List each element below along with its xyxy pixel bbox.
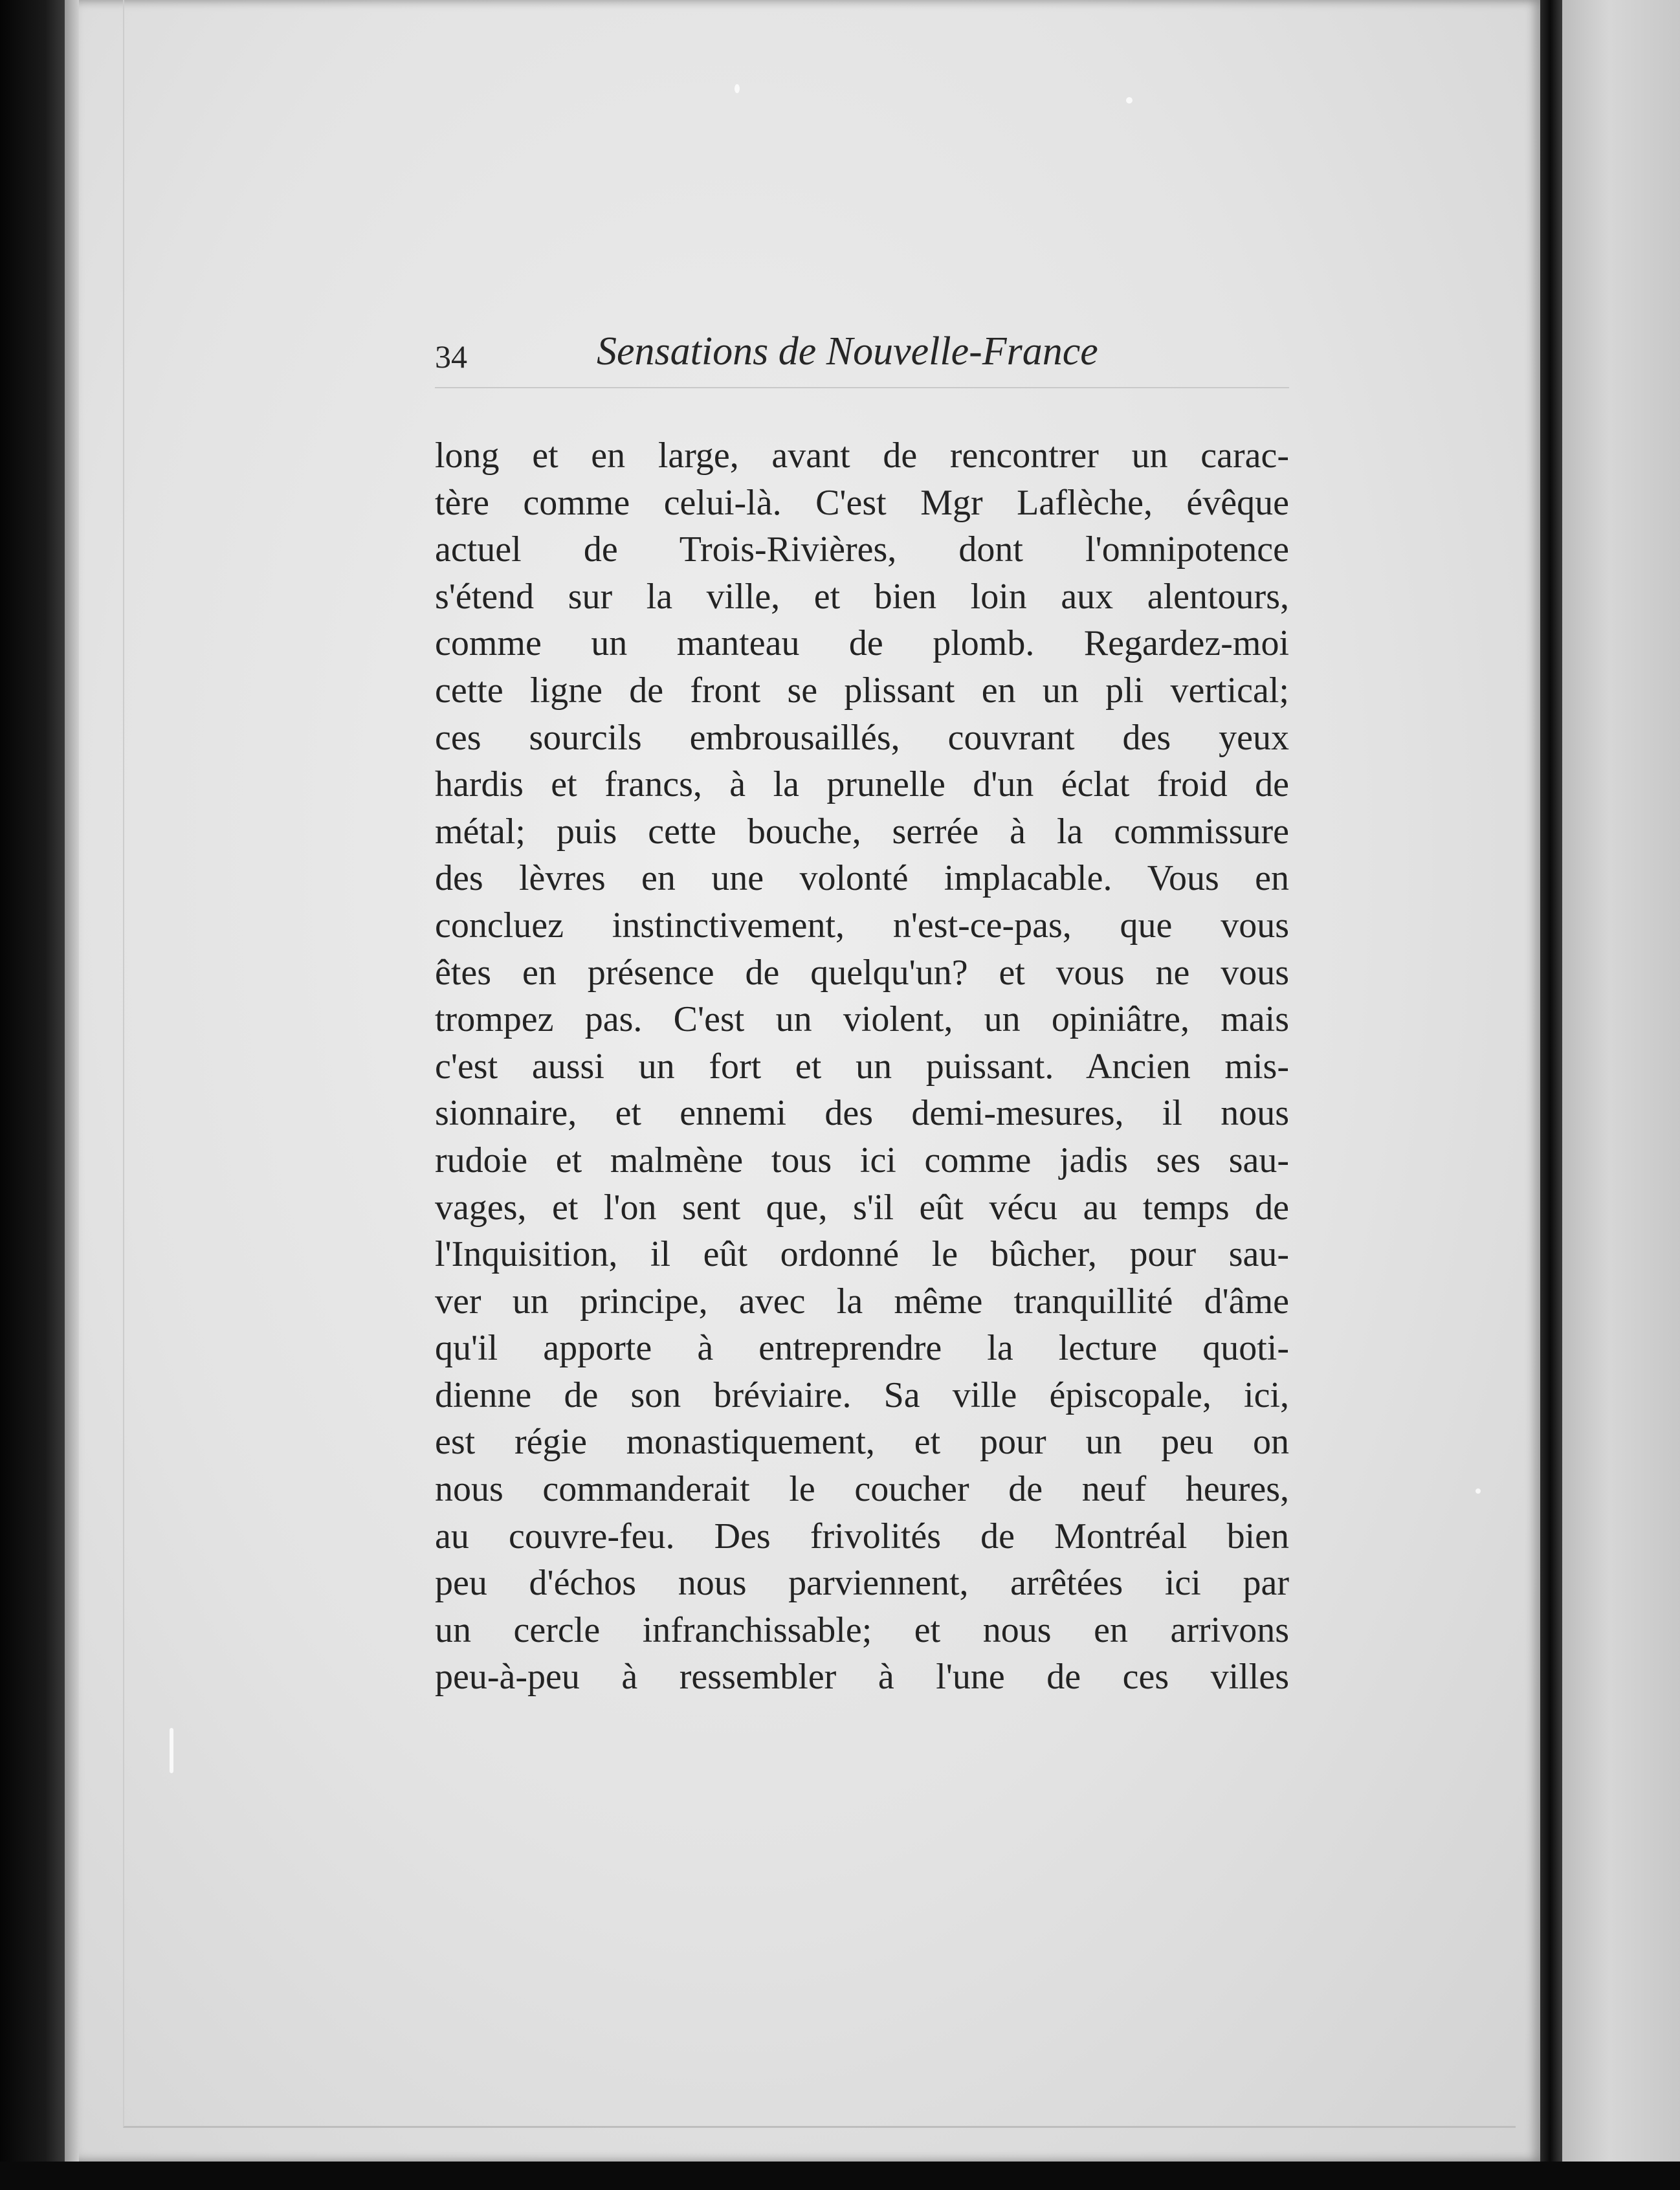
dust-speck	[1126, 97, 1133, 104]
dust-speck	[735, 84, 740, 93]
text-line: tère comme celui-là. C'est Mgr Laflèche, évêque	[435, 482, 1289, 523]
text-line: cette ligne de front se plissant en un pli vertical;	[435, 670, 1289, 711]
text-line: c'est aussi un fort et un puissant. Ancien mis-	[435, 1046, 1289, 1087]
text-line: comme un manteau de plomb. Regardez-moi	[435, 623, 1289, 664]
book-spine	[1540, 0, 1562, 2190]
text-line: hardis et francs, à la prunelle d'un éclat froid de	[435, 764, 1289, 805]
text-line: l'Inquisition, il eût ordonné le bûcher, pour sau-	[435, 1234, 1289, 1275]
page-number: 34	[435, 338, 467, 375]
page-edge	[65, 0, 79, 2162]
text-line: un cercle infranchissable; et nous en arrivons	[435, 1609, 1289, 1650]
text-line: s'étend sur la ville, et bien loin aux alentours,	[435, 576, 1289, 617]
text-line: vages, et l'on sent que, s'il eût vécu au temps de	[435, 1187, 1289, 1228]
page-header	[435, 329, 1289, 388]
text-line: peu d'échos nous parviennent, arrêtées ici par	[435, 1563, 1289, 1604]
text-line: concluez instinctivement, n'est-ce-pas, que vous	[435, 905, 1289, 946]
bottom-scan-margin	[0, 2162, 1680, 2190]
text-line: est régie monastiquement, et pour un peu on	[435, 1422, 1289, 1463]
running-title: Sensations de Nouvelle-France	[597, 329, 1098, 373]
left-scan-margin	[0, 0, 65, 2190]
text-line: dienne de son bréviaire. Sa ville épiscopale, ici,	[435, 1375, 1289, 1415]
text-line: ces sourcils embrousaillés, couvrant des yeux	[435, 717, 1289, 758]
text-line: qu'il apporte à entreprendre la lecture quoti-	[435, 1328, 1289, 1369]
scratch-mark	[170, 1728, 173, 1773]
text-line: sionnaire, et ennemi des demi-mesures, il nous	[435, 1093, 1289, 1134]
text-line: trompez pas. C'est un violent, un opiniâtre, mais	[435, 999, 1289, 1040]
text-line: êtes en présence de quelqu'un? et vous ne vous	[435, 952, 1289, 993]
text-line: peu-à-peu à ressembler à l'une de ces villes	[435, 1657, 1289, 1698]
text-line: nous commanderait le coucher de neuf heures,	[435, 1469, 1289, 1510]
text-line: rudoie et malmène tous ici comme jadis ses sau-	[435, 1140, 1289, 1180]
text-line: actuel de Trois-Rivières, dont l'omnipotence	[435, 529, 1289, 570]
text-line: des lèvres en une volonté implacable. Vous en	[435, 858, 1289, 899]
dust-speck	[1476, 1488, 1481, 1494]
body-text	[435, 432, 1289, 1701]
text-line: ver un principe, avec la même tranquillité d'âme	[435, 1281, 1289, 1322]
adjacent-page-edge	[1562, 0, 1680, 2162]
text-line: long et en large, avant de rencontrer un carac-	[435, 436, 1289, 476]
text-line: métal; puis cette bouche, serrée à la commissure	[435, 811, 1289, 852]
text-line: au couvre-feu. Des frivolités de Montréal bien	[435, 1516, 1289, 1556]
